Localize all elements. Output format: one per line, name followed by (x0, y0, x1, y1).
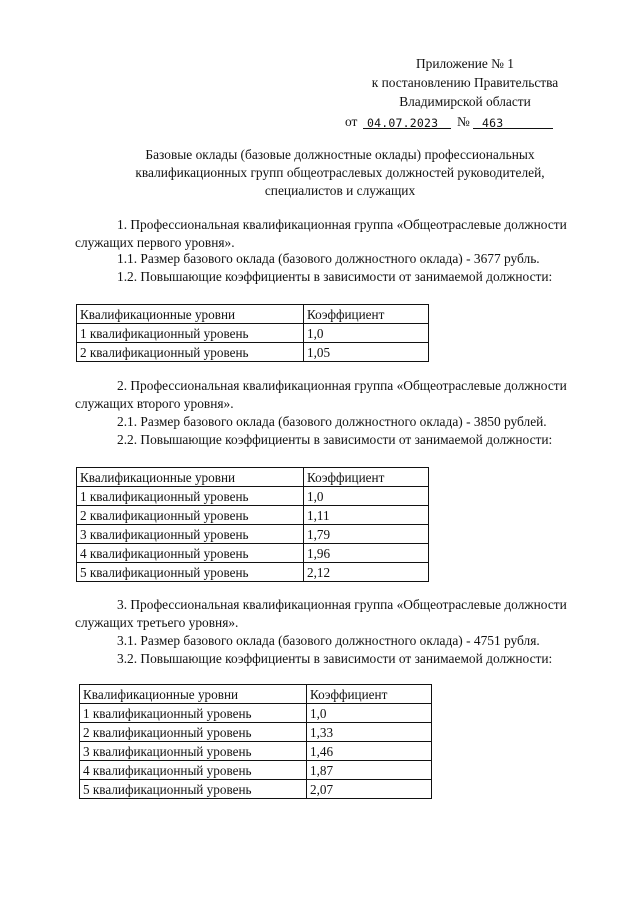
group-3-salary: 3.1. Размер базового оклада (базового должностного оклада) - 4751 рубля. (117, 633, 540, 648)
document-title (88, 146, 592, 200)
title-line: специалистов и служащих (264, 183, 416, 198)
table-cell: 4 квалификационный уровень (80, 761, 307, 780)
resolution-number: 463 (482, 116, 504, 130)
group-2-salary: 2.1. Размер базового оклада (базового должностного оклада) - 3850 рублей. (117, 414, 547, 429)
table-cell: 1,05 (304, 343, 429, 362)
group-1-coef-caption: 1.2. Повышающие коэффициенты в зависимости от занимаемой должности: (117, 269, 553, 284)
table-row (80, 704, 432, 723)
date-prefix: от (345, 114, 358, 129)
resolution-date: 04.07.2023 (367, 116, 439, 130)
table-cell: 3 квалификационный уровень (77, 525, 304, 544)
table-row (80, 742, 432, 761)
table-header-cell: Коэффициент (304, 305, 429, 324)
title-line: Базовые оклады (базовые должностные оклады) профессиональных (145, 147, 535, 162)
table-cell: 1 квалификационный уровень (80, 704, 307, 723)
group-heading-line: служащих первого уровня». (75, 235, 235, 250)
table-cell: 4 квалификационный уровень (77, 544, 304, 563)
table-row (77, 324, 429, 343)
table-cell: 2 квалификационный уровень (77, 506, 304, 525)
group-2-coef-table (76, 467, 429, 582)
group-heading-line: служащих второго уровня». (75, 396, 234, 411)
table-header-row (77, 305, 429, 324)
group-3-coef-caption: 3.2. Повышающие коэффициенты в зависимости от занимаемой должности: (117, 651, 553, 666)
appendix-number: Приложение № 1 (415, 56, 515, 71)
table-cell: 2 квалификационный уровень (77, 343, 304, 362)
table-header-cell: Коэффициент (307, 685, 432, 704)
table-header-cell: Квалификационные уровни (77, 305, 304, 324)
table-header-cell: Коэффициент (304, 468, 429, 487)
table-row (80, 780, 432, 799)
group-heading-line: 1. Профессиональная квалификационная группа «Общеотраслевые должности (117, 217, 567, 232)
appendix-region: Владимирской области (399, 94, 531, 109)
table-row (77, 525, 429, 544)
group-3-heading (75, 596, 615, 632)
table-cell: 1 квалификационный уровень (77, 487, 304, 506)
table-header-row (80, 685, 432, 704)
table-header-cell: Квалификационные уровни (77, 468, 304, 487)
table-row (77, 544, 429, 563)
group-heading-line: служащих третьего уровня». (75, 615, 239, 630)
table-row (77, 343, 429, 362)
group-2-coef-caption: 2.2. Повышающие коэффициенты в зависимости от занимаемой должности: (117, 432, 553, 447)
table-header-row (77, 468, 429, 487)
table-cell: 1 квалификационный уровень (77, 324, 304, 343)
group-1-salary: 1.1. Размер базового оклада (базового должностного оклада) - 3677 рубль. (117, 251, 540, 266)
group-1-heading (75, 216, 615, 252)
group-heading-line: 3. Профессиональная квалификационная группа «Общеотраслевые должности (117, 597, 567, 612)
table-cell: 1,96 (304, 544, 429, 563)
table-cell: 2,12 (304, 563, 429, 582)
number-prefix: № (457, 114, 470, 129)
table-cell: 1,87 (307, 761, 432, 780)
table-cell: 1,0 (304, 324, 429, 343)
group-1-coef-table (76, 304, 429, 362)
table-row (80, 761, 432, 780)
appendix-reference: к постановлению Правительства (371, 75, 559, 90)
table-cell: 1,33 (307, 723, 432, 742)
table-row (77, 506, 429, 525)
table-cell: 2,07 (307, 780, 432, 799)
table-cell: 5 квалификационный уровень (80, 780, 307, 799)
table-row (77, 487, 429, 506)
table-cell: 1,0 (304, 487, 429, 506)
table-row (77, 563, 429, 582)
table-cell: 1,46 (307, 742, 432, 761)
table-cell: 1,0 (307, 704, 432, 723)
table-cell: 2 квалификационный уровень (80, 723, 307, 742)
table-header-cell: Квалификационные уровни (80, 685, 307, 704)
table-cell: 5 квалификационный уровень (77, 563, 304, 582)
appendix-header (345, 54, 585, 111)
table-cell: 1,79 (304, 525, 429, 544)
table-row (80, 723, 432, 742)
resolution-date-line (345, 111, 555, 131)
group-heading-line: 2. Профессиональная квалификационная группа «Общеотраслевые должности (117, 378, 567, 393)
table-cell: 3 квалификационный уровень (80, 742, 307, 761)
group-2-heading (75, 377, 615, 413)
group-3-coef-table (79, 684, 432, 799)
table-cell: 1,11 (304, 506, 429, 525)
title-line: квалификационных групп общеотраслевых должностей руководителей, (135, 165, 545, 180)
